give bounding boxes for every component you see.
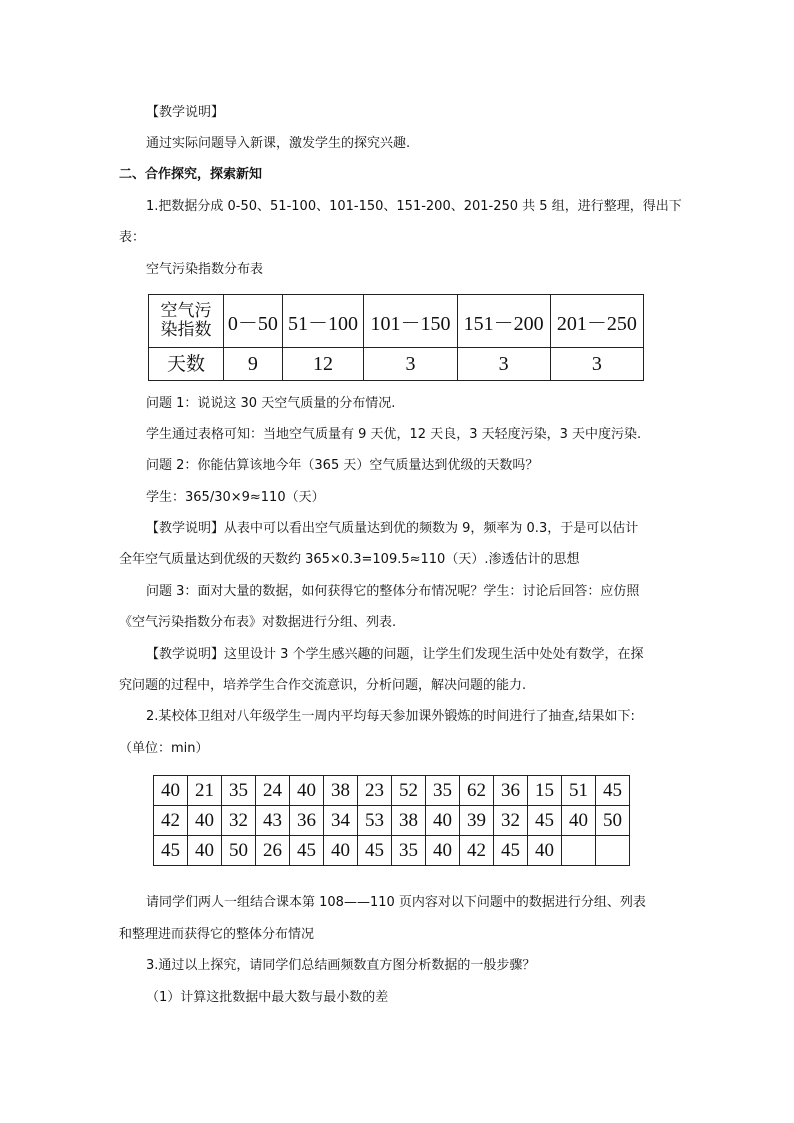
- table-cell: 51: [562, 776, 596, 806]
- table-cell: 40: [188, 836, 222, 866]
- paragraph: 学生通过表格可知：当地空气质量有 9 天优，12 天良，3 天轻度污染，3 天中度污染.: [146, 427, 642, 442]
- table-cell: 23: [358, 776, 392, 806]
- table-cell: 35: [426, 776, 460, 806]
- table-cell: [562, 836, 596, 866]
- paragraph: 2.某校体卫组对八年级学生一周内平均每天参加课外锻炼的时间进行了抽查,结果如下:: [146, 709, 635, 724]
- table-cell: 101－150: [364, 295, 457, 348]
- table-cell: 32: [222, 806, 256, 836]
- table-header-cell: [149, 295, 224, 348]
- table-cell: 40: [324, 836, 358, 866]
- table-cell: 201－250: [550, 295, 643, 348]
- table-cell: 35: [222, 776, 256, 806]
- table-cell: 39: [460, 806, 494, 836]
- table-cell: 9: [224, 348, 283, 381]
- table-cell: 45: [596, 776, 630, 806]
- paragraph: 问题 1：说说这 30 天空气质量的分布情况.: [146, 396, 396, 411]
- table-cell: 12: [282, 348, 364, 381]
- table-cell: 35: [392, 836, 426, 866]
- table-cell: 32: [494, 806, 528, 836]
- table-cell: 36: [494, 776, 528, 806]
- table-cell: 51－100: [282, 295, 364, 348]
- paragraph: 和整理进而获得它的整体分布情况: [119, 927, 315, 942]
- paragraph: （1）计算这批数据中最大数与最小数的差: [146, 990, 389, 1005]
- paragraph: 1.把数据分成 0-50、51-100、101-150、151-200、201-250 共 5 组，进行整理，得出下: [146, 199, 682, 214]
- paragraph: 【教学说明】从表中可以看出空气质量达到优的频数为 9，频率为 0.3，于是可以估计: [146, 521, 639, 536]
- table-cell: 34: [324, 806, 358, 836]
- table-cell: 50: [222, 836, 256, 866]
- air-pollution-table: [148, 294, 644, 381]
- table-cell: 45: [358, 836, 392, 866]
- table-cell: 36: [290, 806, 324, 836]
- table-cell: 40: [426, 836, 460, 866]
- section-heading: 二、合作探究，探索新知: [119, 167, 263, 182]
- paragraph: 【教学说明】这里设计 3 个学生感兴趣的问题，让学生们发现生活中处处有数学，在探: [146, 647, 644, 662]
- paragraph: 3.通过以上探究，请同学们总结画频数直方图分析数据的一般步骤？: [146, 958, 536, 973]
- table-cell: 40: [426, 806, 460, 836]
- table-cell: 21: [188, 776, 222, 806]
- table-cell: 43: [256, 806, 290, 836]
- paragraph: 学生：365/30×9≈110（天）: [146, 490, 325, 505]
- table-cell: 15: [528, 776, 562, 806]
- table-header-cell: 天数: [149, 348, 224, 381]
- table-cell: 53: [358, 806, 392, 836]
- paragraph: 究问题的过程中，培养学生合作交流意识，分析问题，解决问题的能力.: [119, 678, 527, 693]
- table-cell: 45: [528, 806, 562, 836]
- paragraph: 问题 2：你能估算该地今年（365 天）空气质量达到优级的天数吗？: [146, 458, 539, 473]
- table-cell: 0－50: [224, 295, 283, 348]
- table-cell: 45: [154, 836, 188, 866]
- paragraph: 全年空气质量达到优级的天数约 365×0.3=109.5≈110（天）.渗透估计的思想: [119, 552, 580, 567]
- exercise-time-table: [153, 775, 630, 866]
- table-cell: 40: [154, 776, 188, 806]
- table-cell: 50: [596, 806, 630, 836]
- table-caption: 空气污染指数分布表: [146, 262, 264, 277]
- table-row: [154, 836, 630, 866]
- table-cell: 40: [528, 836, 562, 866]
- header-line: 空气污: [160, 301, 212, 321]
- paragraph: （单位：min）: [119, 741, 209, 756]
- table-row: [149, 348, 644, 381]
- teaching-note-heading: 【教学说明】: [146, 105, 225, 120]
- table-cell: 40: [188, 806, 222, 836]
- table-cell: 3: [550, 348, 643, 381]
- table-cell: 40: [290, 776, 324, 806]
- paragraph: 表：: [119, 230, 146, 245]
- table-row: [154, 776, 630, 806]
- table-cell: 52: [392, 776, 426, 806]
- paragraph: 问题 3：面对大量的数据，如何获得它的整体分布情况呢？学生：讨论后回答：应仿照: [146, 584, 640, 599]
- paragraph: 请同学们两人一组结合课本第 108——110 页内容对以下问题中的数据进行分组、列表: [146, 895, 646, 910]
- table-cell: 45: [290, 836, 324, 866]
- header-line: 染指数: [160, 320, 212, 340]
- table-cell: 45: [494, 836, 528, 866]
- table-cell: 38: [324, 776, 358, 806]
- table-row: [149, 295, 644, 348]
- table-cell: 26: [256, 836, 290, 866]
- paragraph: 《空气污染指数分布表》对数据进行分组、列表.: [119, 615, 397, 630]
- table-cell: 3: [364, 348, 457, 381]
- table-cell: 24: [256, 776, 290, 806]
- table-cell: [596, 836, 630, 866]
- table-cell: 42: [154, 806, 188, 836]
- table-row: [154, 806, 630, 836]
- table-cell: 3: [457, 348, 550, 381]
- table-cell: 38: [392, 806, 426, 836]
- table-cell: 42: [460, 836, 494, 866]
- table-cell: 62: [460, 776, 494, 806]
- table-cell: 151－200: [457, 295, 550, 348]
- paragraph: 通过实际问题导入新课，激发学生的探究兴趣.: [146, 136, 411, 151]
- table-cell: 40: [562, 806, 596, 836]
